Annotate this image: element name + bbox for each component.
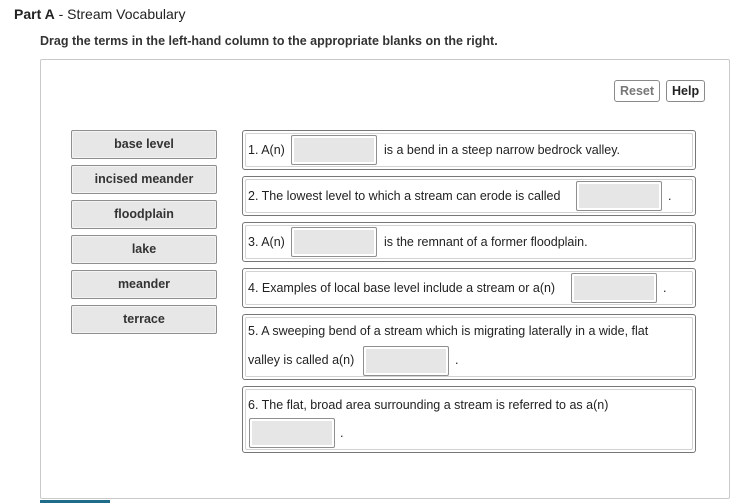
item-2-period: . <box>668 189 672 203</box>
part-title-text: Stream Vocabulary <box>67 6 186 22</box>
drop-blank-4[interactable] <box>571 273 657 303</box>
term-incised-meander[interactable]: incised meander <box>71 165 217 194</box>
reset-button[interactable]: Reset <box>614 80 660 102</box>
term-lake[interactable]: lake <box>71 235 217 264</box>
drop-blank-2[interactable] <box>576 181 662 211</box>
item-3-number: 3. A(n) <box>248 235 285 249</box>
question-item-6 <box>242 386 696 453</box>
drop-blank-5[interactable] <box>363 346 449 376</box>
drop-blank-3[interactable] <box>291 227 377 257</box>
item-1-number: 1. A(n) <box>248 143 285 157</box>
help-button[interactable]: Help <box>666 80 705 102</box>
item-2-text: 2. The lowest level to which a stream can erode is called <box>248 189 561 203</box>
question-item-3 <box>242 222 696 262</box>
question-item-4 <box>242 268 696 308</box>
drop-blank-1[interactable] <box>291 135 377 165</box>
item-4-period: . <box>663 281 667 295</box>
item-4-text: 4. Examples of local base level include a stream or a(n) <box>248 281 556 295</box>
drop-blank-6[interactable] <box>249 418 335 448</box>
question-item-1 <box>242 130 696 170</box>
part-label: Part A <box>14 6 55 22</box>
item-3-text: is the remnant of a former floodplain. <box>384 235 588 249</box>
term-meander[interactable]: meander <box>71 270 217 299</box>
instructions: Drag the terms in the left-hand column to the appropriate blanks on the right. <box>40 34 498 48</box>
item-6-period: . <box>340 426 344 440</box>
term-floodplain[interactable]: floodplain <box>71 200 217 229</box>
question-item-5 <box>242 314 696 380</box>
item-6-text: 6. The flat, broad area surrounding a stream is referred to as a(n) <box>248 398 609 412</box>
part-title <box>14 6 185 22</box>
item-5-line1: 5. A sweeping bend of a stream which is migrating laterally in a wide, flat <box>248 324 649 338</box>
item-5-period: . <box>455 353 459 367</box>
item-5-line2: valley is called a(n) <box>248 353 355 367</box>
term-terrace[interactable]: terrace <box>71 305 217 334</box>
title-separator: - <box>54 6 68 22</box>
term-base-level[interactable]: base level <box>71 130 217 159</box>
question-item-2 <box>242 176 696 216</box>
item-1-text: is a bend in a steep narrow bedrock valley. <box>384 143 621 157</box>
